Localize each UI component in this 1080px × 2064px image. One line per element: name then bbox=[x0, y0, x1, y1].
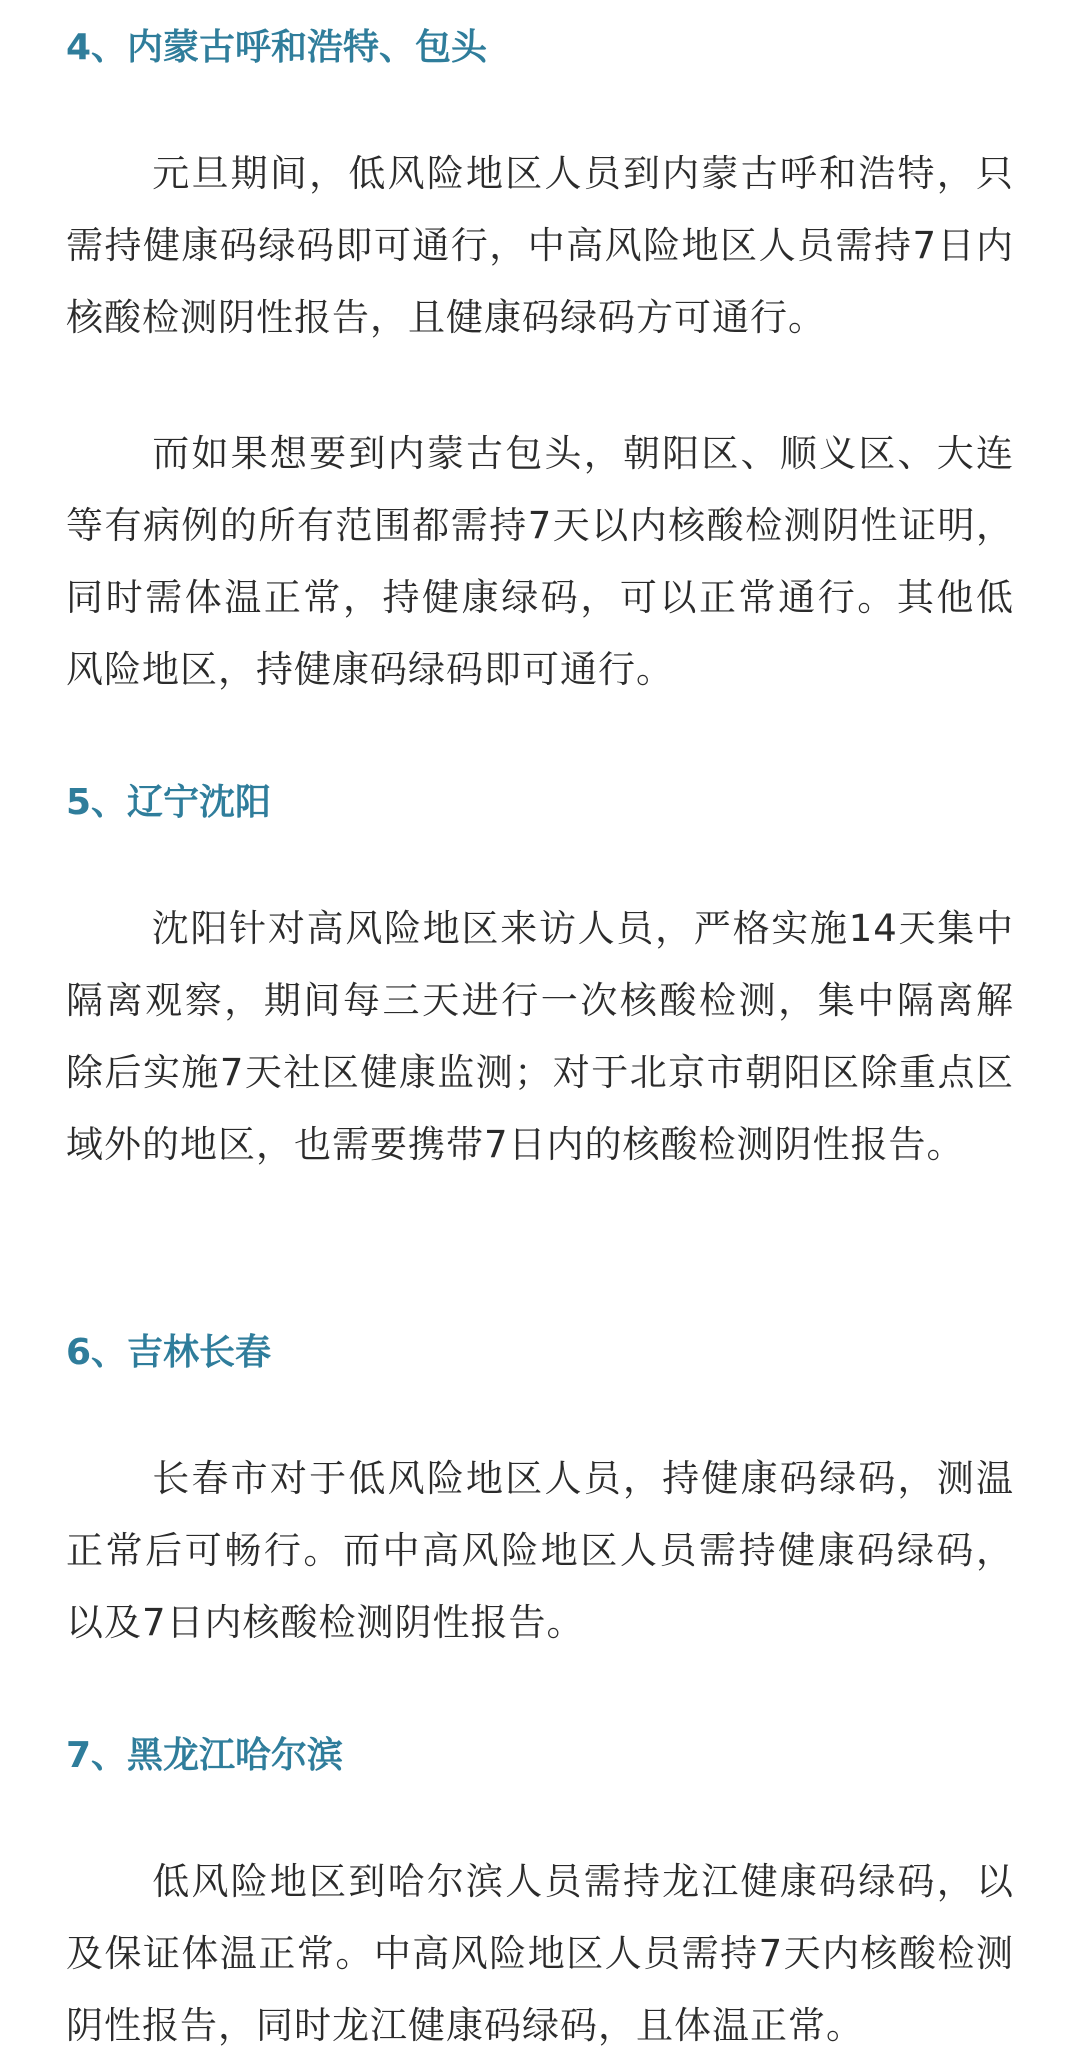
section-6-paragraph-1 bbox=[66, 1443, 1014, 1659]
paragraph-text: 低风险地区到哈尔滨人员需持龙江健康码绿码，以及保证体温正常。中高风险地区人员需持7天内核酸检测阴性报告，同时龙江健康码绿码，且体温正常。 bbox=[66, 1860, 1014, 2047]
section-heading-6: 6、吉林长春 bbox=[66, 1332, 272, 1373]
paragraph-text: 而如果想要到内蒙古包头，朝阳区、顺义区、大连等有病例的所有范围都需持7天以内核酸检测阴性证明，同时需体温正常，持健康绿码，可以正常通行。其他低风险地区，持健康码绿码即可通行。 bbox=[66, 432, 1014, 691]
section-5-paragraph-1 bbox=[66, 893, 1014, 1181]
paragraph-text: 沈阳针对高风险地区来访人员，严格实施14天集中隔离观察，期间每三天进行一次核酸检测，集中隔离解除后实施7天社区健康监测；对于北京市朝阳区除重点区域外的地区，也需要携带7日内的核酸检测阴性报告。 bbox=[66, 907, 1014, 1166]
section-7-paragraph-1 bbox=[66, 1846, 1014, 2062]
section-heading-4: 4、内蒙古呼和浩特、包头 bbox=[66, 27, 488, 68]
section-heading-7: 7、黑龙江哈尔滨 bbox=[66, 1735, 344, 1776]
section-heading-5: 5、辽宁沈阳 bbox=[66, 782, 272, 823]
section-4-paragraph-1 bbox=[66, 138, 1014, 354]
paragraph-text: 长春市对于低风险地区人员，持健康码绿码，测温正常后可畅行。而中高风险地区人员需持健康码绿码，以及7日内核酸检测阴性报告。 bbox=[66, 1457, 1014, 1644]
section-4-paragraph-2 bbox=[66, 418, 1014, 706]
paragraph-text: 元旦期间，低风险地区人员到内蒙古呼和浩特，只需持健康码绿码即可通行，中高风险地区人员需持7日内核酸检测阴性报告，且健康码绿码方可通行。 bbox=[66, 152, 1014, 339]
